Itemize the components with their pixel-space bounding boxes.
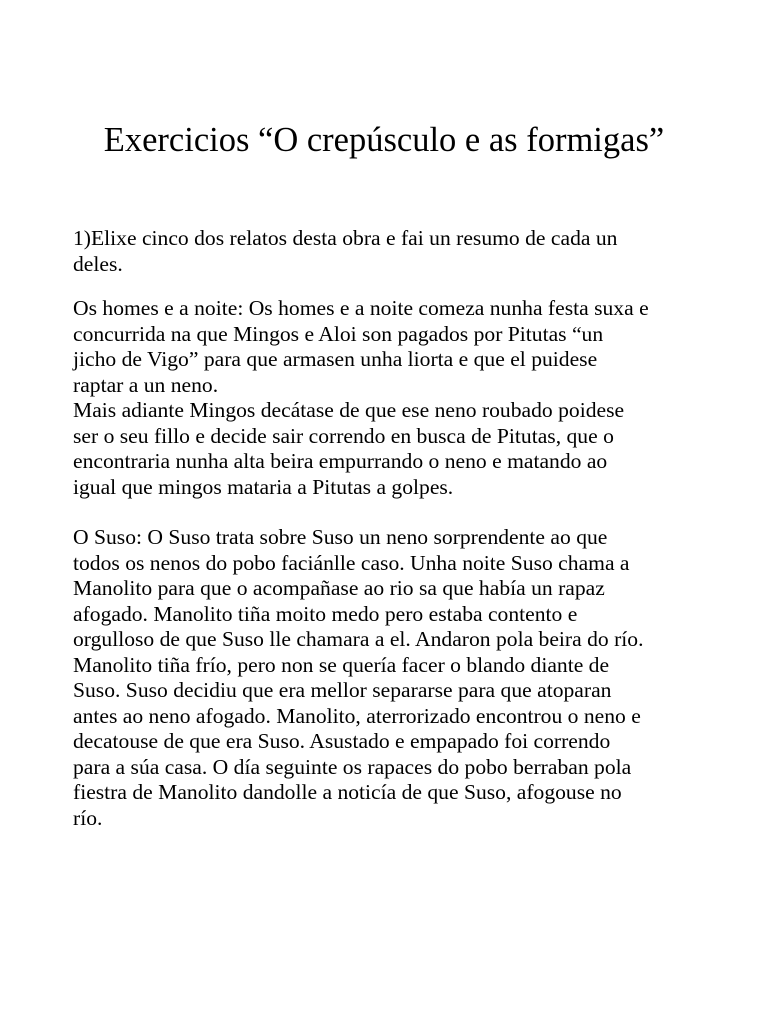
text-line: fiestra de Manolito dandolle a noticía de que Suso, afogouse no <box>73 780 622 804</box>
document-title: Exercicios “O crepúsculo e as formigas” <box>103 121 665 159</box>
text-line: concurrida na que Mingos e Aloi son pagados por Pitutas “un <box>73 321 604 346</box>
text-line: Manolito para que o acompañase ao rio sa que había un rapaz <box>73 576 605 600</box>
text-line: afogado. Manolito tiña moito medo pero estaba contento e <box>73 601 578 626</box>
text-line: decatouse de que era Suso. Asustado e empapado foi correndo <box>73 729 611 753</box>
text-line: para a súa casa. O día seguinte os rapaces do pobo berraban pola <box>73 754 632 779</box>
text-line: raptar a un neno. <box>73 372 219 397</box>
text-line: orgulloso de que Suso lle chamara a el. Andaron pola beira do río. <box>73 627 644 651</box>
text-line: río. <box>73 805 103 830</box>
text-line: ser o seu fillo e decide sair correndo en busca de Pitutas, que o <box>73 423 614 448</box>
text-line: Manolito tiña frío, pero non se quería facer o blando diante de <box>73 652 610 677</box>
text-line: jicho de Vigo” para que armasen unha liorta e que el puidese <box>73 347 598 371</box>
text-line: Mais adiante Mingos decátase de que ese neno roubado poidese <box>73 398 625 422</box>
summary-o-suso <box>73 525 713 831</box>
text-line: 1)Elixe cinco dos relatos desta obra e fai un resumo de cada un <box>73 226 618 250</box>
text-line: encontraria nunha alta beira empurrando o neno e matando ao <box>73 449 608 473</box>
text-line: Os homes e a noite: Os homes e a noite comeza nunha festa suxa e <box>73 296 649 320</box>
text-line: Suso. Suso decidiu que era mellor separarse para que atoparan <box>73 678 612 702</box>
text-line: deles. <box>73 251 123 276</box>
text-line: O Suso: O Suso trata sobre Suso un neno sorprendente ao que <box>73 525 608 549</box>
text-line: todos os nenos do pobo faciánlle caso. Unha noite Suso chama a <box>73 550 630 575</box>
exercise-question <box>73 226 713 277</box>
text-line: antes ao neno afogado. Manolito, aterrorizado encontrou o neno e <box>73 703 641 728</box>
summary-os-homes-e-a-noite <box>73 296 713 500</box>
text-line: igual que mingos mataria a Pitutas a golpes. <box>73 474 454 499</box>
